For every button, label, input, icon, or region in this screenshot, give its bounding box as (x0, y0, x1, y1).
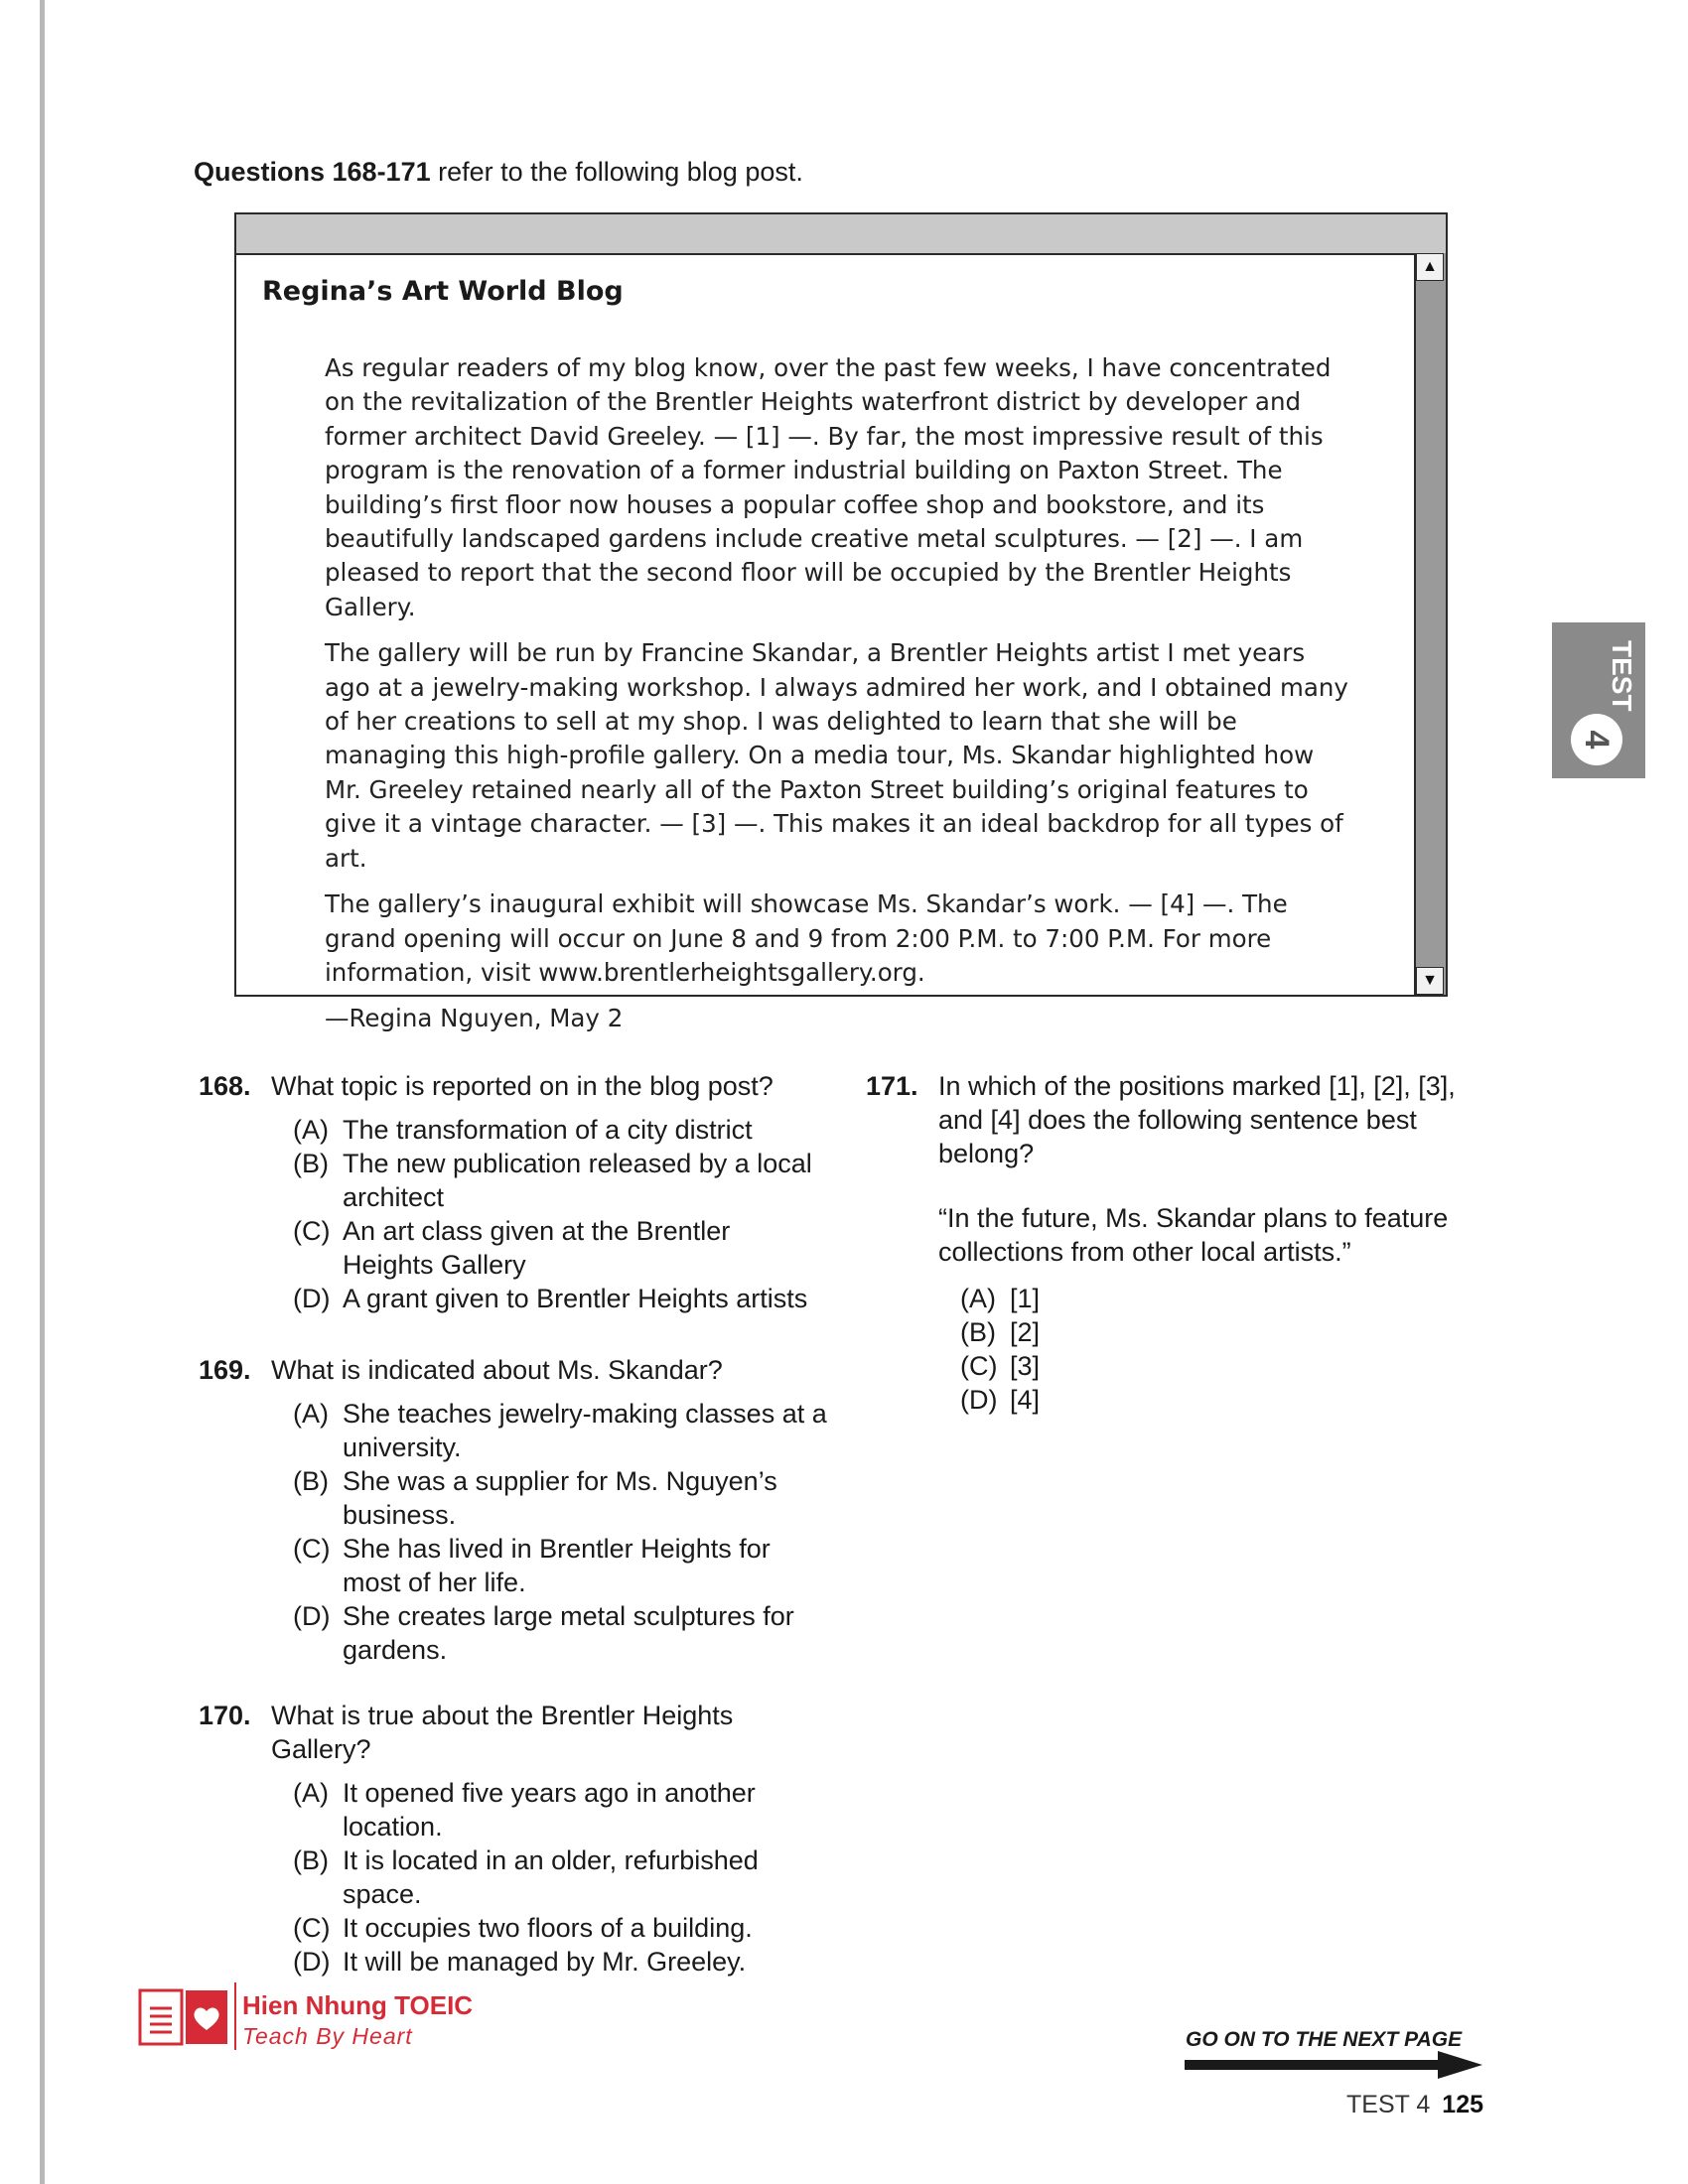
option-text: It will be managed by Mr. Greeley. (343, 1947, 747, 1977)
next-page-text: GO ON TO THE NEXT PAGE (1186, 2028, 1463, 2051)
tab-label: TEST (1607, 640, 1637, 712)
option-text: She has lived in Brentler Heights for most of her life. (343, 1534, 771, 1597)
blog-title: Regina’s Art World Blog (262, 276, 624, 307)
tab-number: 4 (1571, 714, 1622, 765)
window-titlebar (236, 214, 1446, 255)
question-number: 168. (199, 1071, 251, 1101)
option-text: The new publication released by a local architect (343, 1149, 812, 1212)
answer-option[interactable] (271, 1843, 827, 1911)
option-letter: (D) (293, 1284, 331, 1313)
answer-option[interactable] (271, 1282, 827, 1315)
scrollbar[interactable] (1414, 253, 1446, 995)
option-letter: (A) (293, 1778, 329, 1808)
question-number: 171. (866, 1071, 918, 1101)
option-text: She teaches jewelry-making classes at a university. (343, 1399, 827, 1462)
option-letter: (B) (960, 1317, 996, 1347)
question-number: 170. (199, 1701, 251, 1730)
logo-tagline: Teach By Heart (242, 2023, 413, 2049)
questions-intro-text: refer to the following blog post. (438, 157, 803, 187)
answer-option[interactable] (938, 1282, 1236, 1315)
option-text: It is located in an older, refurbished space. (343, 1845, 759, 1909)
option-letter: (C) (293, 1913, 331, 1943)
page-number: 125 (1442, 2091, 1484, 2118)
questions-intro (194, 157, 803, 188)
answer-option[interactable] (271, 1599, 827, 1667)
option-letter: (A) (293, 1115, 329, 1145)
option-text: She creates large metal sculptures for gardens. (343, 1601, 794, 1665)
option-text: It occupies two floors of a building. (343, 1913, 753, 1943)
option-letter: (D) (293, 1601, 331, 1631)
option-text: [3] (1010, 1351, 1041, 1381)
answer-option[interactable] (938, 1315, 1236, 1349)
answer-option[interactable] (271, 1945, 827, 1979)
blog-signature: —Regina Nguyen, May 2 (325, 1004, 624, 1033)
blog-paragraph: The gallery’s inaugural exhibit will showcase Ms. Skandar’s work. — [4] —. The grand opening will occur on June 8 and 9 from 2:00 P.M. to 7:00 P.M. For more information, visit www.brentlerheightsgallery.org. (325, 889, 1288, 987)
option-text: She was a supplier for Ms. Nguyen’s business. (343, 1466, 777, 1530)
option-text: A grant given to Brentler Heights artists (343, 1284, 808, 1313)
answer-option[interactable] (271, 1464, 827, 1532)
question-text: In which of the positions marked [1], [2], [3], and [4] does the following sentence best belong? (938, 1071, 1456, 1168)
question-number: 169. (199, 1355, 251, 1385)
scroll-down-icon[interactable]: ▼ (1416, 967, 1444, 995)
option-letter: (C) (293, 1216, 331, 1246)
test-section-tab (1552, 622, 1645, 778)
option-text: The transformation of a city district (343, 1115, 753, 1145)
arrow-right-icon (1185, 2051, 1482, 2079)
answer-option[interactable] (938, 1349, 1236, 1383)
option-letter: (A) (293, 1399, 329, 1429)
book-heart-icon (136, 1982, 231, 2048)
option-letter: (C) (960, 1351, 998, 1381)
option-text: An art class given at the Brentler Heights Gallery (343, 1216, 731, 1280)
option-letter: (A) (960, 1284, 996, 1313)
option-text: It opened five years ago in another location. (343, 1778, 756, 1842)
option-text: [2] (1010, 1317, 1041, 1347)
answer-option[interactable] (271, 1147, 827, 1214)
answer-option[interactable] (271, 1214, 827, 1282)
option-letter: (C) (293, 1534, 331, 1564)
answer-options (938, 1282, 1236, 1417)
answer-option[interactable] (271, 1911, 827, 1945)
scroll-up-icon[interactable]: ▲ (1416, 253, 1444, 281)
option-letter: (B) (293, 1149, 329, 1178)
binding-line (40, 0, 45, 2184)
answer-option[interactable] (938, 1383, 1236, 1417)
answer-options (271, 1397, 827, 1667)
question-text: What is true about the Brentler Heights Gallery? (271, 1701, 734, 1764)
footer-label: TEST 4 (1346, 2091, 1431, 2118)
answer-options (271, 1776, 827, 1979)
answer-options (271, 1113, 827, 1315)
question-text: What topic is reported on in the blog post? (271, 1071, 774, 1101)
blog-paragraph: As regular readers of my blog know, over the past few weeks, I have concentrated on the revitalization of the Brentler Heights waterfront district by developer and former architect David Greeley. — [1] —. By far, the most impressive result of this program is the renovation of a former industrial building on Paxton Street. The building’s first floor now houses a popular coffee shop and bookstore, and its beautifully landscaped gardens include creative metal sculptures. — [2] —. I am pleased to report that the second floor will be occupied by the Brentler Heights Gallery. (325, 353, 1332, 621)
logo-divider (234, 1982, 236, 2050)
blog-post-window (234, 212, 1448, 1033)
page-footer (1346, 2091, 1483, 2119)
answer-option[interactable] (271, 1776, 827, 1843)
answer-option[interactable] (271, 1397, 827, 1464)
questions-range: Questions 168-171 (194, 157, 431, 187)
option-letter: (D) (960, 1385, 998, 1415)
option-letter: (B) (293, 1466, 329, 1496)
question-quote: “In the future, Ms. Skandar plans to feature collections from other local artists.” (938, 1203, 1449, 1267)
answer-option[interactable] (271, 1532, 827, 1599)
blog-paragraph: The gallery will be run by Francine Skandar, a Brentler Heights artist I met years ago at a jewelry-making workshop. I always admired her work, and I obtained many of her creations to sell at my shop. I was delighted to learn that she will be managing this high-profile gallery. On a media tour, Ms. Skandar highlighted how Mr. Greeley retained nearly all of the Paxton Street building’s original features to give it a vintage character. — [3] —. This makes it an ideal backdrop for all types of art. (325, 638, 1348, 873)
option-letter: (D) (293, 1947, 331, 1977)
option-text: [4] (1010, 1385, 1041, 1415)
logo-name: Hien Nhung TOEIC (242, 1990, 474, 2020)
option-letter: (B) (293, 1845, 329, 1875)
answer-option[interactable] (271, 1113, 827, 1147)
option-text: [1] (1010, 1284, 1041, 1313)
question-text: What is indicated about Ms. Skandar? (271, 1355, 723, 1385)
blog-body (325, 351, 1357, 1048)
